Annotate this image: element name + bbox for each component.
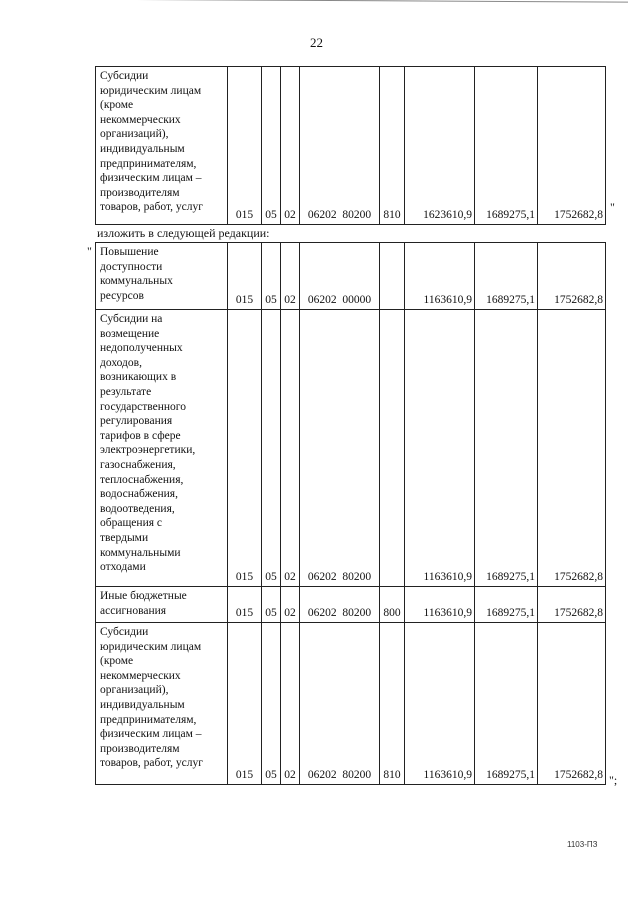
sum-year-3: 1752682,8 [538,587,606,623]
ministry-code: 015 [228,310,262,587]
table-after-body [96,243,606,785]
scan-edge-line [28,0,628,3]
row-name-cell [96,310,228,587]
direction-code: 80200 [342,769,372,782]
direction-code: 00000 [342,294,372,307]
sum-year-2: 1689275,1 [475,310,538,587]
section-code: 05 [262,623,281,785]
row-name-cell [96,67,228,225]
table-row [96,67,606,225]
closing-quote-semicolon: "; [609,773,618,787]
program-code: 06202 [307,209,337,222]
sum-year-1: 1163610,9 [405,243,475,310]
target-article-cell [300,243,380,310]
table-row [96,310,606,587]
ministry-code: 015 [228,587,262,623]
section-code: 05 [262,243,281,310]
section-code: 05 [262,67,281,225]
subsection-code: 02 [281,587,300,623]
sum-year-3: 1752682,8 [538,623,606,785]
sum-year-3: 1752682,8 [538,243,606,310]
sum-year-1: 1623610,9 [405,67,475,225]
opening-quote-mark: " [87,244,92,258]
page-number: 22 [310,35,323,50]
ministry-code: 015 [228,67,262,225]
subsection-code: 02 [281,243,300,310]
ministry-code: 015 [228,243,262,310]
subsection-code: 02 [281,623,300,785]
row-name-cell [96,623,228,785]
direction-code: 80200 [342,209,372,222]
sum-year-3: 1752682,8 [538,67,606,225]
sum-year-2: 1689275,1 [475,623,538,785]
closing-quote-mark: " [610,200,615,214]
target-article-cell [300,67,380,225]
target-article-cell [300,623,380,785]
program-code: 06202 [307,769,337,782]
section-code: 05 [262,310,281,587]
row-name: Иные бюджетные ассигнования [100,590,187,617]
sum-year-2: 1689275,1 [475,243,538,310]
table-row [96,587,606,623]
row-name: Субсидии юридическим лицам (кроме некоммерческих организаций), индивидуальным предпринимателям, физическим лицам – производителям товаров, работ, услуг [100,70,203,214]
sum-year-1: 1163610,9 [405,310,475,587]
budget-table-before [95,66,606,225]
row-name-cell [96,243,228,310]
document-footer-code: 1103-ПЗ [567,840,598,849]
subsection-code: 02 [281,310,300,587]
expense-type-code: 810 [380,67,405,225]
row-name: Субсидии юридическим лицам (кроме некоммерческих организаций), индивидуальным предпринимателям, физическим лицам – производителям товаров, работ, услуг [100,626,203,770]
expense-type-code: 800 [380,587,405,623]
program-code: 06202 [307,607,337,620]
table-before-body [96,67,606,225]
target-article-cell [300,310,380,587]
budget-table-after [95,242,606,785]
program-code: 06202 [307,294,337,307]
expense-type-code: 810 [380,623,405,785]
amendment-instruction: изложить в следующей редакции: [97,226,270,240]
row-name: Субсидии на возмещение недополученных доходов, возникающих в результате государственного регулирования тарифов в сфере электроэнергетики, газоснабжения, теплоснабжения, водоснабжения, водоотведения, обращения с твердыми коммунальными отходами [100,313,196,574]
direction-code: 80200 [342,607,372,620]
sum-year-2: 1689275,1 [475,67,538,225]
ministry-code: 015 [228,623,262,785]
program-code: 06202 [307,571,337,584]
row-name-cell [96,587,228,623]
section-code: 05 [262,587,281,623]
sum-year-1: 1163610,9 [405,623,475,785]
expense-type-code [380,243,405,310]
sum-year-1: 1163610,9 [405,587,475,623]
table-row [96,623,606,785]
subsection-code: 02 [281,67,300,225]
row-name: Повышение доступности коммунальных ресурсов [100,246,173,302]
expense-type-code [380,310,405,587]
sum-year-3: 1752682,8 [538,310,606,587]
table-row [96,243,606,310]
direction-code: 80200 [342,571,372,584]
sum-year-2: 1689275,1 [475,587,538,623]
target-article-cell [300,587,380,623]
